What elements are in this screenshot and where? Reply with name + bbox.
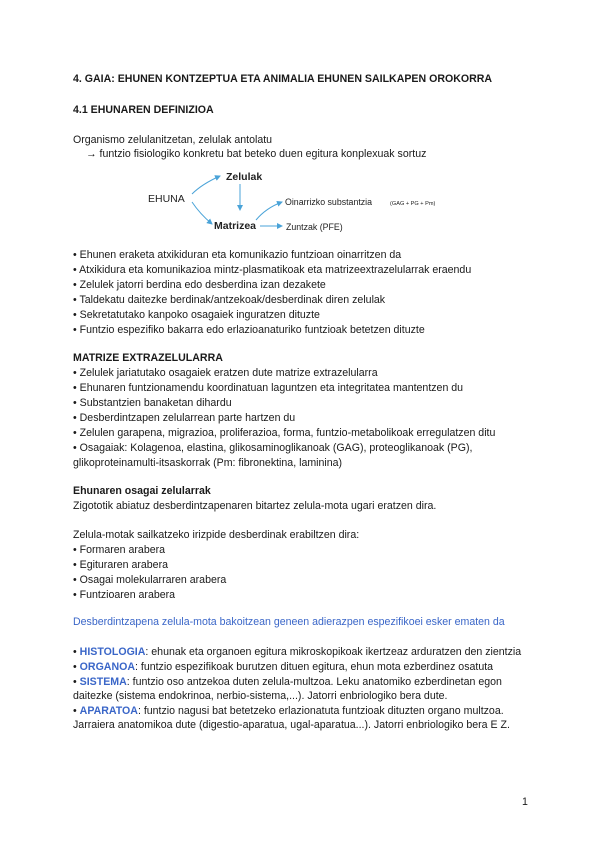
highlight-statement: Desberdintzapena zelula-mota bakoitzean geneen adierazpen espezifikoei esker ematen da [73, 616, 505, 628]
term-sistema: SISTEMA [79, 676, 127, 688]
section-heading-definition: 4.1 EHUNAREN DEFINIZIOA [73, 104, 214, 116]
criteria-item: • Funtzioaren arabera [73, 589, 176, 601]
arrow-ehuna-to-matrix [192, 202, 212, 224]
definition-aparatoa-continuation: Jarraiera anatomikoa dute (digestio-aparatua, ugal-aparatua...). Jatorri enbriologiko bera E Z. [73, 719, 510, 731]
definition-bullet: • Atxikidura eta komunikazioa mintz-plasmatikoak eta matrizeextrazelularrak eraendu [73, 264, 472, 276]
matrix-bullet-continuation: glikoproteinamulti-itsaskorrak (Pm: fibronektina, laminina) [73, 457, 343, 469]
diagram-node-fibers: Zuntzak (PFE) [286, 222, 343, 232]
section-heading-matrix: MATRIZE EXTRAZELULARRA [73, 352, 223, 364]
definition-bullet: • Ehunen eraketa atxikiduran eta komunikazio funtzioan oinarritzen da [73, 249, 402, 261]
term-text: : funtzio nagusi bat betetzeko erlazionatuta funtzioak dituzten organo multzoa. [137, 705, 504, 717]
page-number: 1 [522, 796, 528, 808]
cells-paragraph: Zigototik abiatuz desberdintzapenaren bitartez zelula-mota ugari eratzen dira. [73, 500, 437, 512]
criteria-item: • Egituraren arabera [73, 559, 168, 571]
definition-organoa [73, 660, 493, 674]
chapter-title: 4. GAIA: EHUNEN KONTZEPTUA ETA ANIMALIA EHUNEN SAILKAPEN OROKORRA [73, 73, 493, 85]
term-histologia: HISTOLOGIA [79, 646, 146, 658]
criteria-item: • Formaren arabera [73, 544, 166, 556]
term-text: : funtzio espezifikoak burutzen dituen egitura, ehun mota ezberdinez osatuta [135, 661, 494, 673]
matrix-bullet: • Zelulek jariatutako osagaiek eratzen dute matrize extrazelularra [73, 367, 378, 379]
bullet: • [73, 676, 77, 688]
tissue-diagram [140, 162, 470, 237]
matrix-bullet: • Osagaiak: Kolagenoa, elastina, glikosaminoglikanoak (GAG), proteoglikanoak (PG), [73, 442, 473, 454]
bullet: • [73, 661, 77, 673]
diagram-node-cells: Zelulak [226, 171, 263, 183]
arrow-matrix-to-ground [256, 202, 282, 220]
diagram-node-ground-detail: (GAG + PG + Pm) [390, 201, 436, 207]
definition-bullet: • Funtzio espezifiko bakarra edo erlazioanaturiko funtzioak betetzen dituzte [73, 324, 425, 336]
bullet: • [73, 646, 77, 658]
definition-sistema-continuation: daitezke (sistema endokrinoa, nerbio-sistema,...). Jatorri enbriologiko bera dute. [73, 690, 448, 702]
matrix-bullet: • Zelulen garapena, migrazioa, proliferazioa, forma, funtzio-metabolikoak erregulatzen ditu [73, 427, 496, 439]
section-heading-cells: Ehunaren osagai zelularrak [73, 485, 211, 497]
definition-bullet: • Zelulek jatorri berdina edo desberdina izan dezakete [73, 279, 326, 291]
matrix-bullet: • Desberdintzapen zelularrean parte hartzen du [73, 412, 296, 424]
definition-sistema [73, 675, 502, 689]
diagram-root-ehuna: EHUNA [148, 193, 185, 205]
definition-bullet: • Taldekatu daitezke berdinak/antzekoak/desberdinak diren zelulak [73, 294, 386, 306]
intro-arrow-line: → funtzio fisiologiko konkretu bat beteko duen egitura konplexuak sortuz [86, 148, 427, 160]
definition-aparatoa [73, 704, 504, 718]
diagram-node-ground-substance: Oinarrizko substantzia [285, 197, 373, 207]
term-text: : ehunak eta organoen egitura mikroskopikoak ikertzeaz arduratzen den zientzia [145, 646, 522, 658]
term-organoa: ORGANOA [79, 661, 135, 673]
intro-line: Organismo zelulanitzetan, zelulak antolatu [73, 134, 273, 146]
criteria-item: • Osagai molekularraren arabera [73, 574, 227, 586]
arrow-ehuna-to-cells [192, 176, 220, 194]
diagram-node-matrix: Matrizea [214, 220, 257, 232]
bullet: • [73, 705, 77, 717]
term-aparatoa: APARATOA [79, 705, 138, 717]
term-text: : funtzio oso antzekoa duten zelula-multzoa. Leku anatomiko ezberdinetan egon [126, 676, 502, 688]
matrix-bullet: • Ehunaren funtzionamendu koordinatuan laguntzen eta integritatea mantentzen du [73, 382, 464, 394]
matrix-bullet: • Substantzien banaketan dihardu [73, 397, 232, 409]
criteria-intro: Zelula-motak sailkatzeko irizpide desberdinak erabiltzen dira: [73, 529, 360, 541]
definition-histologia [73, 645, 521, 659]
definition-bullet: • Sekretatutako kanpoko osagaiek inguratzen dituzte [73, 309, 320, 321]
